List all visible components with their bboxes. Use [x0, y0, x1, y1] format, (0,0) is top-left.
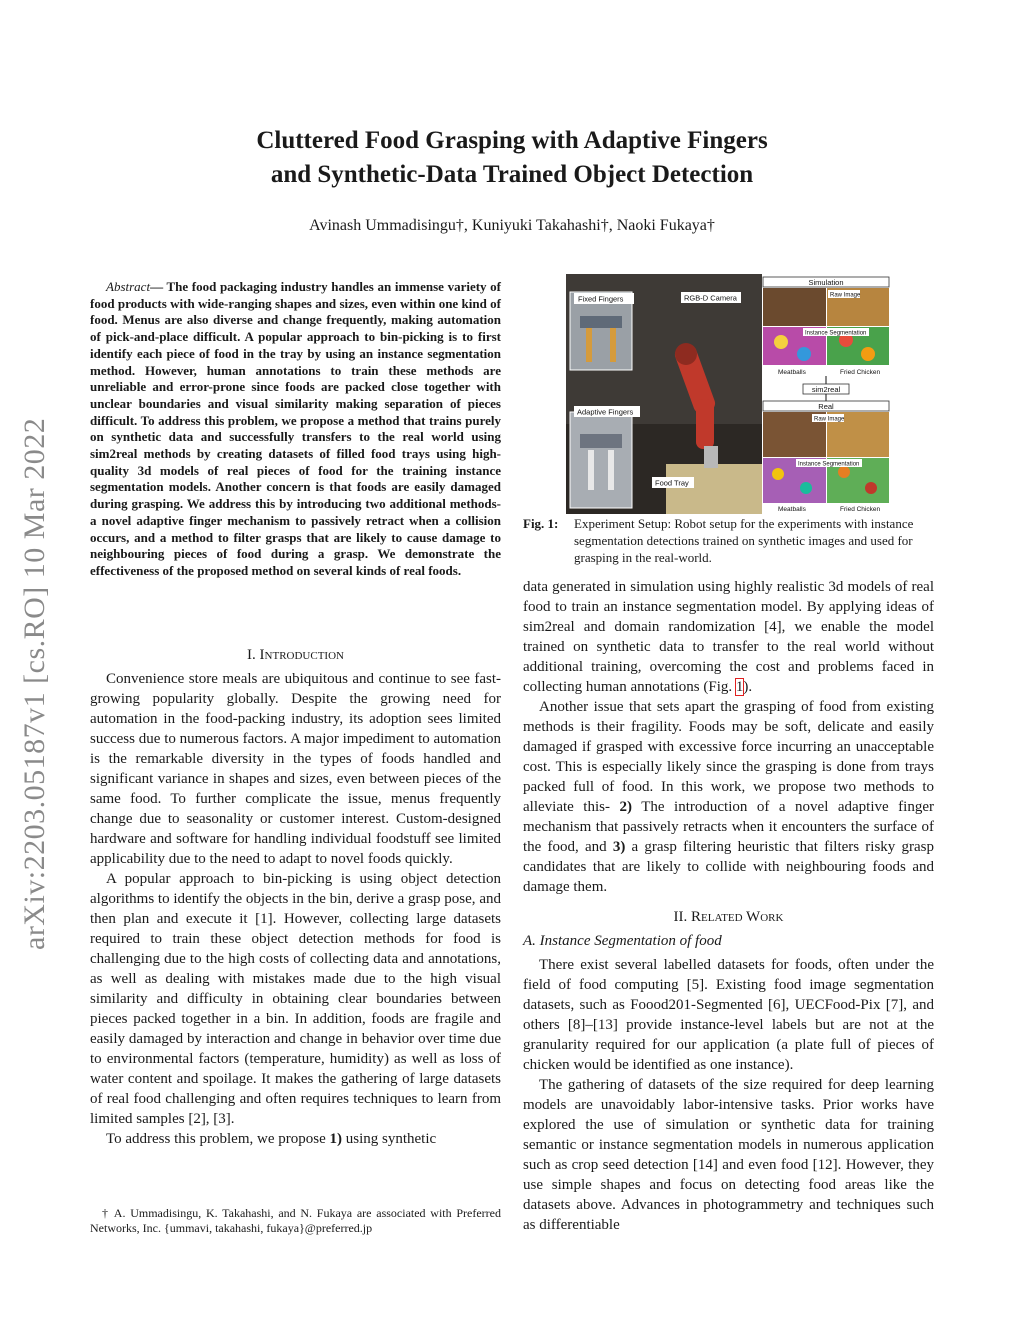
abstract [90, 279, 501, 580]
label-sim2real: sim2real [811, 385, 841, 394]
caption-text: Experiment Setup: Robot setup for the experiments with instance segmentation detections trained on synthetic images and used for grasping in the real-world. [574, 516, 914, 565]
label-simulation: Simulation [808, 278, 844, 287]
related-paragraph-2: The gathering of datasets of the size required for deep learning models are unavoidably labor-intensive tasks. Prior works have explored the use of simulation or synthetic data for training semantic or instance segmentation models in numerous application such as crop seed detection [14] and even food [12]. However, they use simple shapes and focus on detecting food areas like the datasets above. Advances in photogrammetry and techniques such as differentiable [523, 1077, 934, 1233]
figure-1 [566, 274, 890, 514]
abstract-text: — The food packaging industry handles an immense variety of food products with wide-ranging shapes and sizes, even within one kind of food. Menus are also diverse and change frequently, making automation of pick-and-place difficult. A popular approach to bin-picking is to first identify each piece of food in the tray by using an instance segmentation method. However, human annotations to train these methods are unreliable and error-prone since foods are packed close together with unclear boundaries and visual similarity making separation of pieces difficult. To address this problem, we propose a method that trains purely on synthetic data and successfully transfers to the real world using sim2real methods by creating datasets of filled food trays using high-quality 3d models of real pieces of food for the training instance segmentation models. Another concern is that foods are easily damaged during grasping. We address this by introducing two additional methods- a novel adaptive finger mechanism to passively retract when a collision occurs, and a method to filter grasps that are likely to cause damage to neighbouring pieces of food during a grasp. We demonstrate the effectiveness of the proposed method on several kinds of real foods. [90, 279, 501, 578]
figure-1-link[interactable]: 1 [735, 679, 744, 695]
right-column [523, 577, 934, 1235]
label-real-raw-image: Raw Image [814, 416, 845, 423]
intro-paragraph-1: Convenience store meals are ubiquitous and continue to see fast-growing popularity globally. Despite the growing need for automation in the food-packing industry, its adoption sees limited success due to numerous factors. A major impediment to automation is the remarkable diversity in the types of foods handled and significant variance in shapes and sizes, even between pieces of the same food. To further complicate the issue, menus frequently change due to seasonality or customer interest. Custom-designed hardware and software for handling individual foodstuff see limited applicability due to the need to adapt to novel foods quickly. [90, 671, 501, 867]
intro-paragraph-3: To address this problem, we propose 1) using synthetic [106, 1131, 437, 1147]
label-real: Real [818, 402, 834, 411]
label-food-tray: Food Tray [655, 478, 689, 488]
label-adaptive-fingers: Adaptive Fingers [577, 407, 634, 417]
right-paragraph-1: data generated in simulation using highly realistic 3d models of real food to train an instance segmentation model. By applying ideas of sim2real and domain randomization [4], we enable the model trained on synthetic data to transfer to the real world without additional training, overcoming the cost and problems faced in collecting human annotations (Fig. 1). [523, 579, 934, 695]
label-sim-meatballs: Meatballs [778, 369, 806, 376]
title-line-2: and Synthetic-Data Trained Object Detection [270, 161, 754, 188]
author-list: Avinash Ummadisingu†, Kuniyuki Takahashi†, Naoki Fukaya† [309, 217, 715, 234]
label-fixed-fingers: Fixed Fingers [578, 294, 624, 304]
right-paragraph-2: Another issue that sets apart the grasping of food from existing methods is their fragility. Foods may be soft, delicate and easily damaged if grasped with excessive force incurring an unacceptable cost. This is especially likely since the grasping is done from trays packed full of food. In this work, we propose two methods to alleviate this- 2) The introduction of a novel adaptive finger mechanism that passively retracts when it encounters the surface of the food, and 3) a grasp filtering heuristic that filters risky grasp candidates that are likely to collide with neighbouring foods and damage them. [523, 699, 934, 895]
abstract-label: Abstract [106, 279, 151, 294]
label-real-meatballs: Meatballs [778, 506, 806, 513]
food-tray-photo [666, 464, 762, 514]
arxiv-identifier: arXiv:2203.05187v1 [cs.RO] 10 Mar 2022 [18, 417, 51, 950]
label-real-fried-chicken: Fried Chicken [840, 506, 881, 513]
caption-label: Fig. 1: [523, 516, 559, 531]
introduction-heading: I. Introduction [247, 647, 344, 663]
sim-meatballs-raw [763, 288, 826, 326]
figure-1-graphic [566, 274, 890, 514]
related-paragraph-1: There exist several labelled datasets for foods, often under the field of food computing [5]. Existing food image segmentation datasets, such as Foood201-Segmented [6], UECFood-Pix [7], and others [8]–[13] provide instance-level labels but are not at the granularity required for our application (a plate full of pieces of chicken would be identified as one instance). [523, 957, 934, 1073]
label-real-instance-seg: Instance Segmentation [798, 461, 860, 468]
label-rgbd-camera: RGB-D Camera [684, 293, 737, 303]
left-column [90, 645, 501, 1149]
related-work-heading: II. Related Work [673, 909, 784, 925]
title-line-1: Cluttered Food Grasping with Adaptive Fingers [256, 127, 768, 154]
subsection-a-heading: A. Instance Segmentation of food [523, 933, 722, 949]
intro-paragraph-2: A popular approach to bin-picking is using object detection algorithms to identify the objects in the bin, derive a grasp pose, and then plan and execute it [1]. However, collecting large datasets required to train these object detection methods for food is challenging due to the high costs of collecting data and annotations, as well as dealing with mistakes made due to the high visual similarity and difficulty in obtaining clear boundaries between pieces packed together in a bin. In addition, foods are fragile and easily damaged by interaction and change in behavior over time due to environmental factors (temperature, humidity) as well as loss of water content and spoilage. It makes the gathering of large datasets of real food challenging and often requires techniques to learn from limited samples [2], [3]. [90, 871, 501, 1127]
author-footnote: † A. Ummadisingu, K. Takahashi, and N. Fukaya are associated with Preferred Networks, Inc. {ummavi, takahashi, fukaya}@preferred.jp [90, 1206, 501, 1235]
figure-1-caption [523, 515, 934, 566]
label-sim-fried-chicken: Fried Chicken [840, 369, 881, 376]
label-sim-instance-seg: Instance Segmentation [805, 330, 867, 337]
paper-title [0, 124, 1024, 192]
label-sim-raw-image: Raw Image [830, 292, 861, 299]
